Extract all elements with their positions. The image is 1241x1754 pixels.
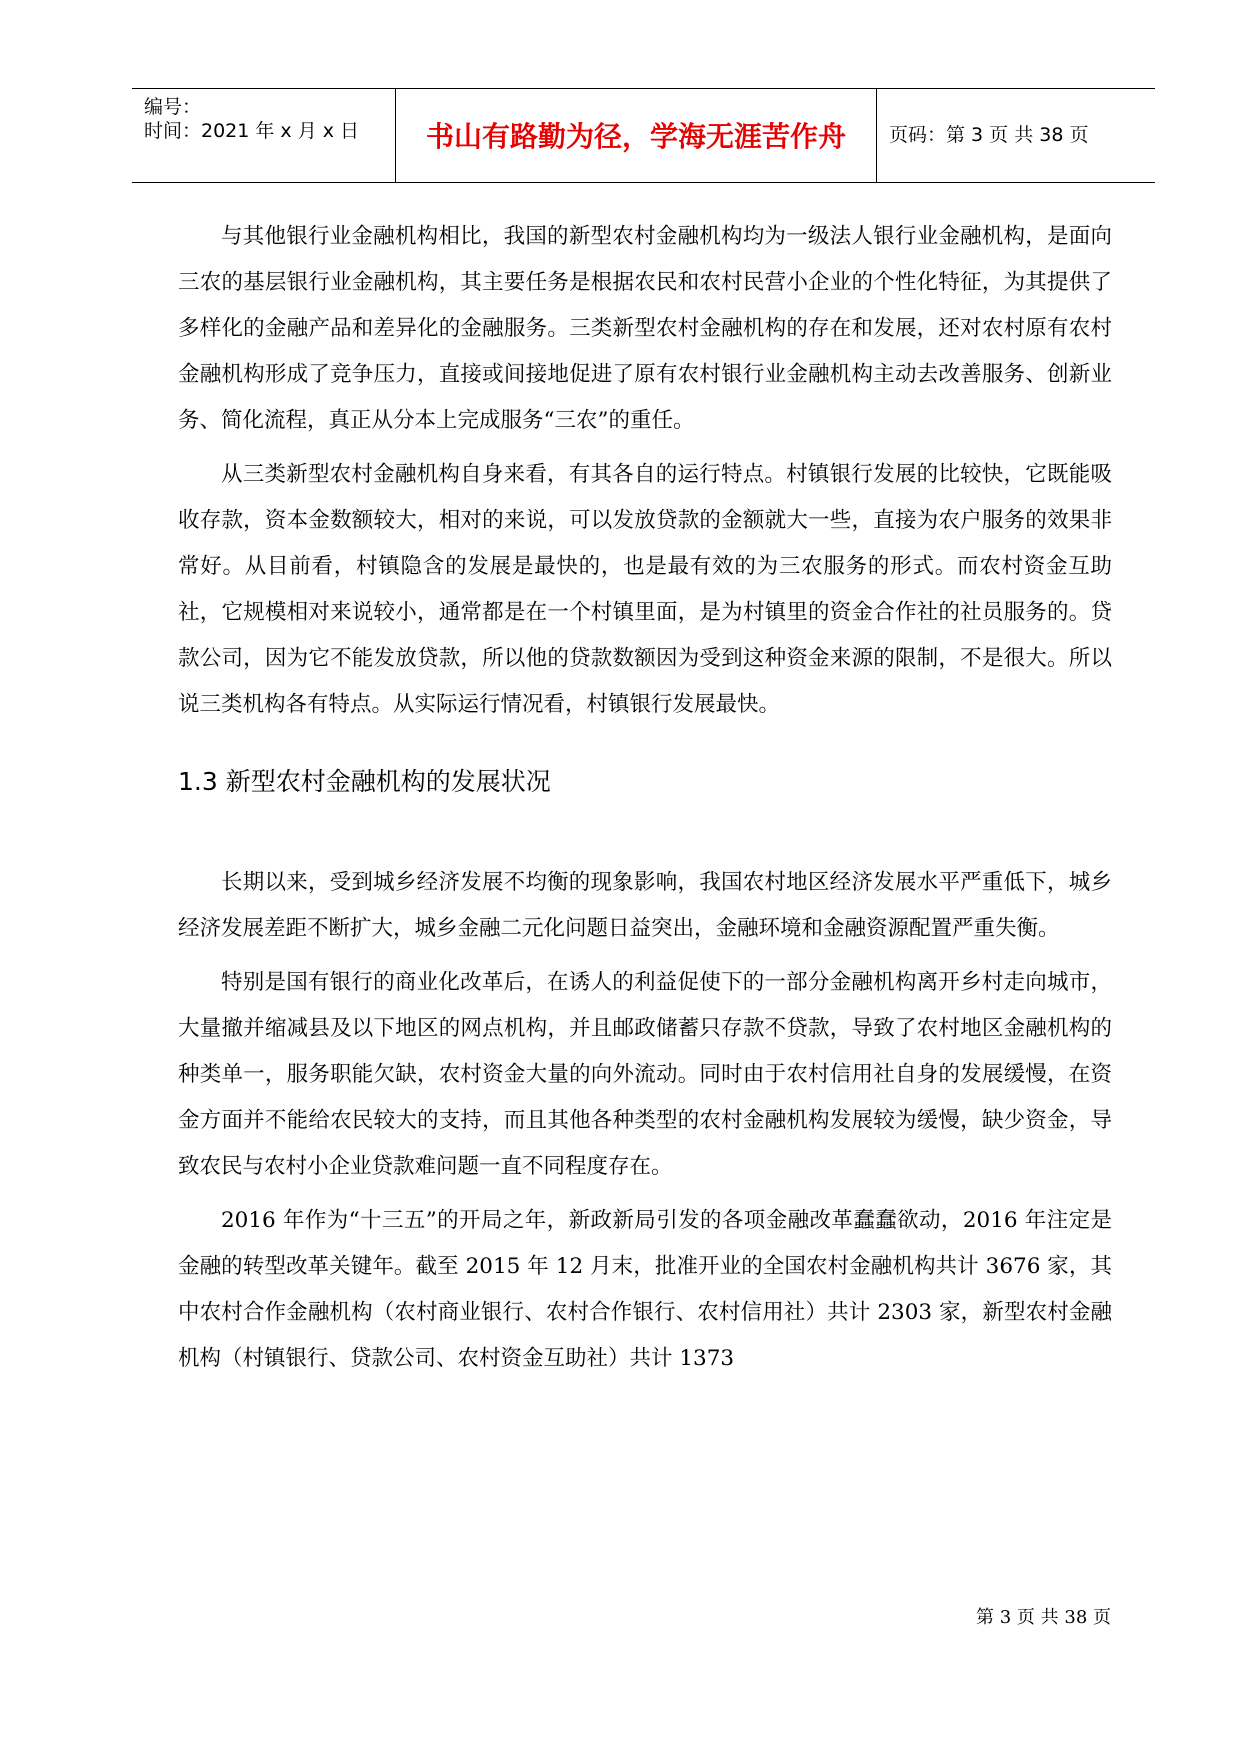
header-meta-cell xyxy=(132,89,396,182)
body-paragraph: 2016 年作为“十三五”的开局之年，新政新局引发的各项金融改革蠢蠢欲动，2016 年注定是金融的转型改革关键年。截至 2015 年 12 月末，批准开业的全国农村金融机构共计 3676 家，其中农村合作金融机构（农村商业银行、农村合作银行、农村信用社）共计 2303 家，新型农村金融机构（村镇银行、贷款公司、农村资金互助社）共计 1373 xyxy=(178,1208,1112,1371)
section-heading: 1.3 新型农村金融机构的发展状况 xyxy=(178,767,551,796)
document-time-label: 时间：2021 年 x 月 x 日 xyxy=(144,120,360,142)
document-body xyxy=(178,214,1112,1382)
header-motto-cell xyxy=(396,89,877,182)
header-motto: 书山有路勤为径，学海无涯苦作舟 xyxy=(425,120,846,153)
page-header xyxy=(132,88,1155,183)
page-footer: 第 3 页 共 38 页 xyxy=(976,1607,1111,1628)
body-paragraph: 特别是国有银行的商业化改革后，在诱人的利益促使下的一部分金融机构离开乡村走向城市，大量撤并缩减县及以下地区的网点机构，并且邮政储蓄只存款不贷款，导致了农村地区金融机构的种类单一，服务职能欠缺，农村资金大量的向外流动。同时由于农村信用社自身的发展缓慢，在资金方面并不能给农民较大的支持，而且其他各种类型的农村金融机构发展较为缓慢，缺少资金，导致农民与农村小企业贷款难问题一直不同程度存在。 xyxy=(178,970,1112,1179)
header-page-cell xyxy=(877,89,1155,182)
body-paragraph: 长期以来，受到城乡经济发展不均衡的现象影响，我国农村地区经济发展水平严重低下，城乡经济发展差距不断扩大，城乡金融二元化问题日益突出，金融环境和金融资源配置严重失衡。 xyxy=(178,870,1112,941)
body-paragraph: 从三类新型农村金融机构自身来看，有其各自的运行特点。村镇银行发展的比较快，它既能吸收存款，资本金数额较大，相对的来说，可以发放贷款的金额就大一些，直接为农户服务的效果非常好。从目前看，村镇隐含的发展是最快的，也是最有效的为三农服务的形式。而农村资金互助社，它规模相对来说较小，通常都是在一个村镇里面，是为村镇里的资金合作社的社员服务的。贷款公司，因为它不能发放贷款，所以他的贷款数额因为受到这种资金来源的限制，不是很大。所以说三类机构各有特点。从实际运行情况看，村镇银行发展最快。 xyxy=(178,462,1112,717)
header-page-info: 页码：第 3 页 共 38 页 xyxy=(889,124,1089,146)
document-number-label: 编号： xyxy=(144,96,202,118)
body-paragraph: 与其他银行业金融机构相比，我国的新型农村金融机构均为一级法人银行业金融机构，是面向三农的基层银行业金融机构，其主要任务是根据农民和农村民营小企业的个性化特征，为其提供了多样化的金融产品和差异化的金融服务。三类新型农村金融机构的存在和发展，还对农村原有农村金融机构形成了竞争压力，直接或间接地促进了原有农村银行业金融机构主动去改善服务、创新业务、简化流程，真正从分本上完成服务“三农”的重任。 xyxy=(178,224,1112,433)
